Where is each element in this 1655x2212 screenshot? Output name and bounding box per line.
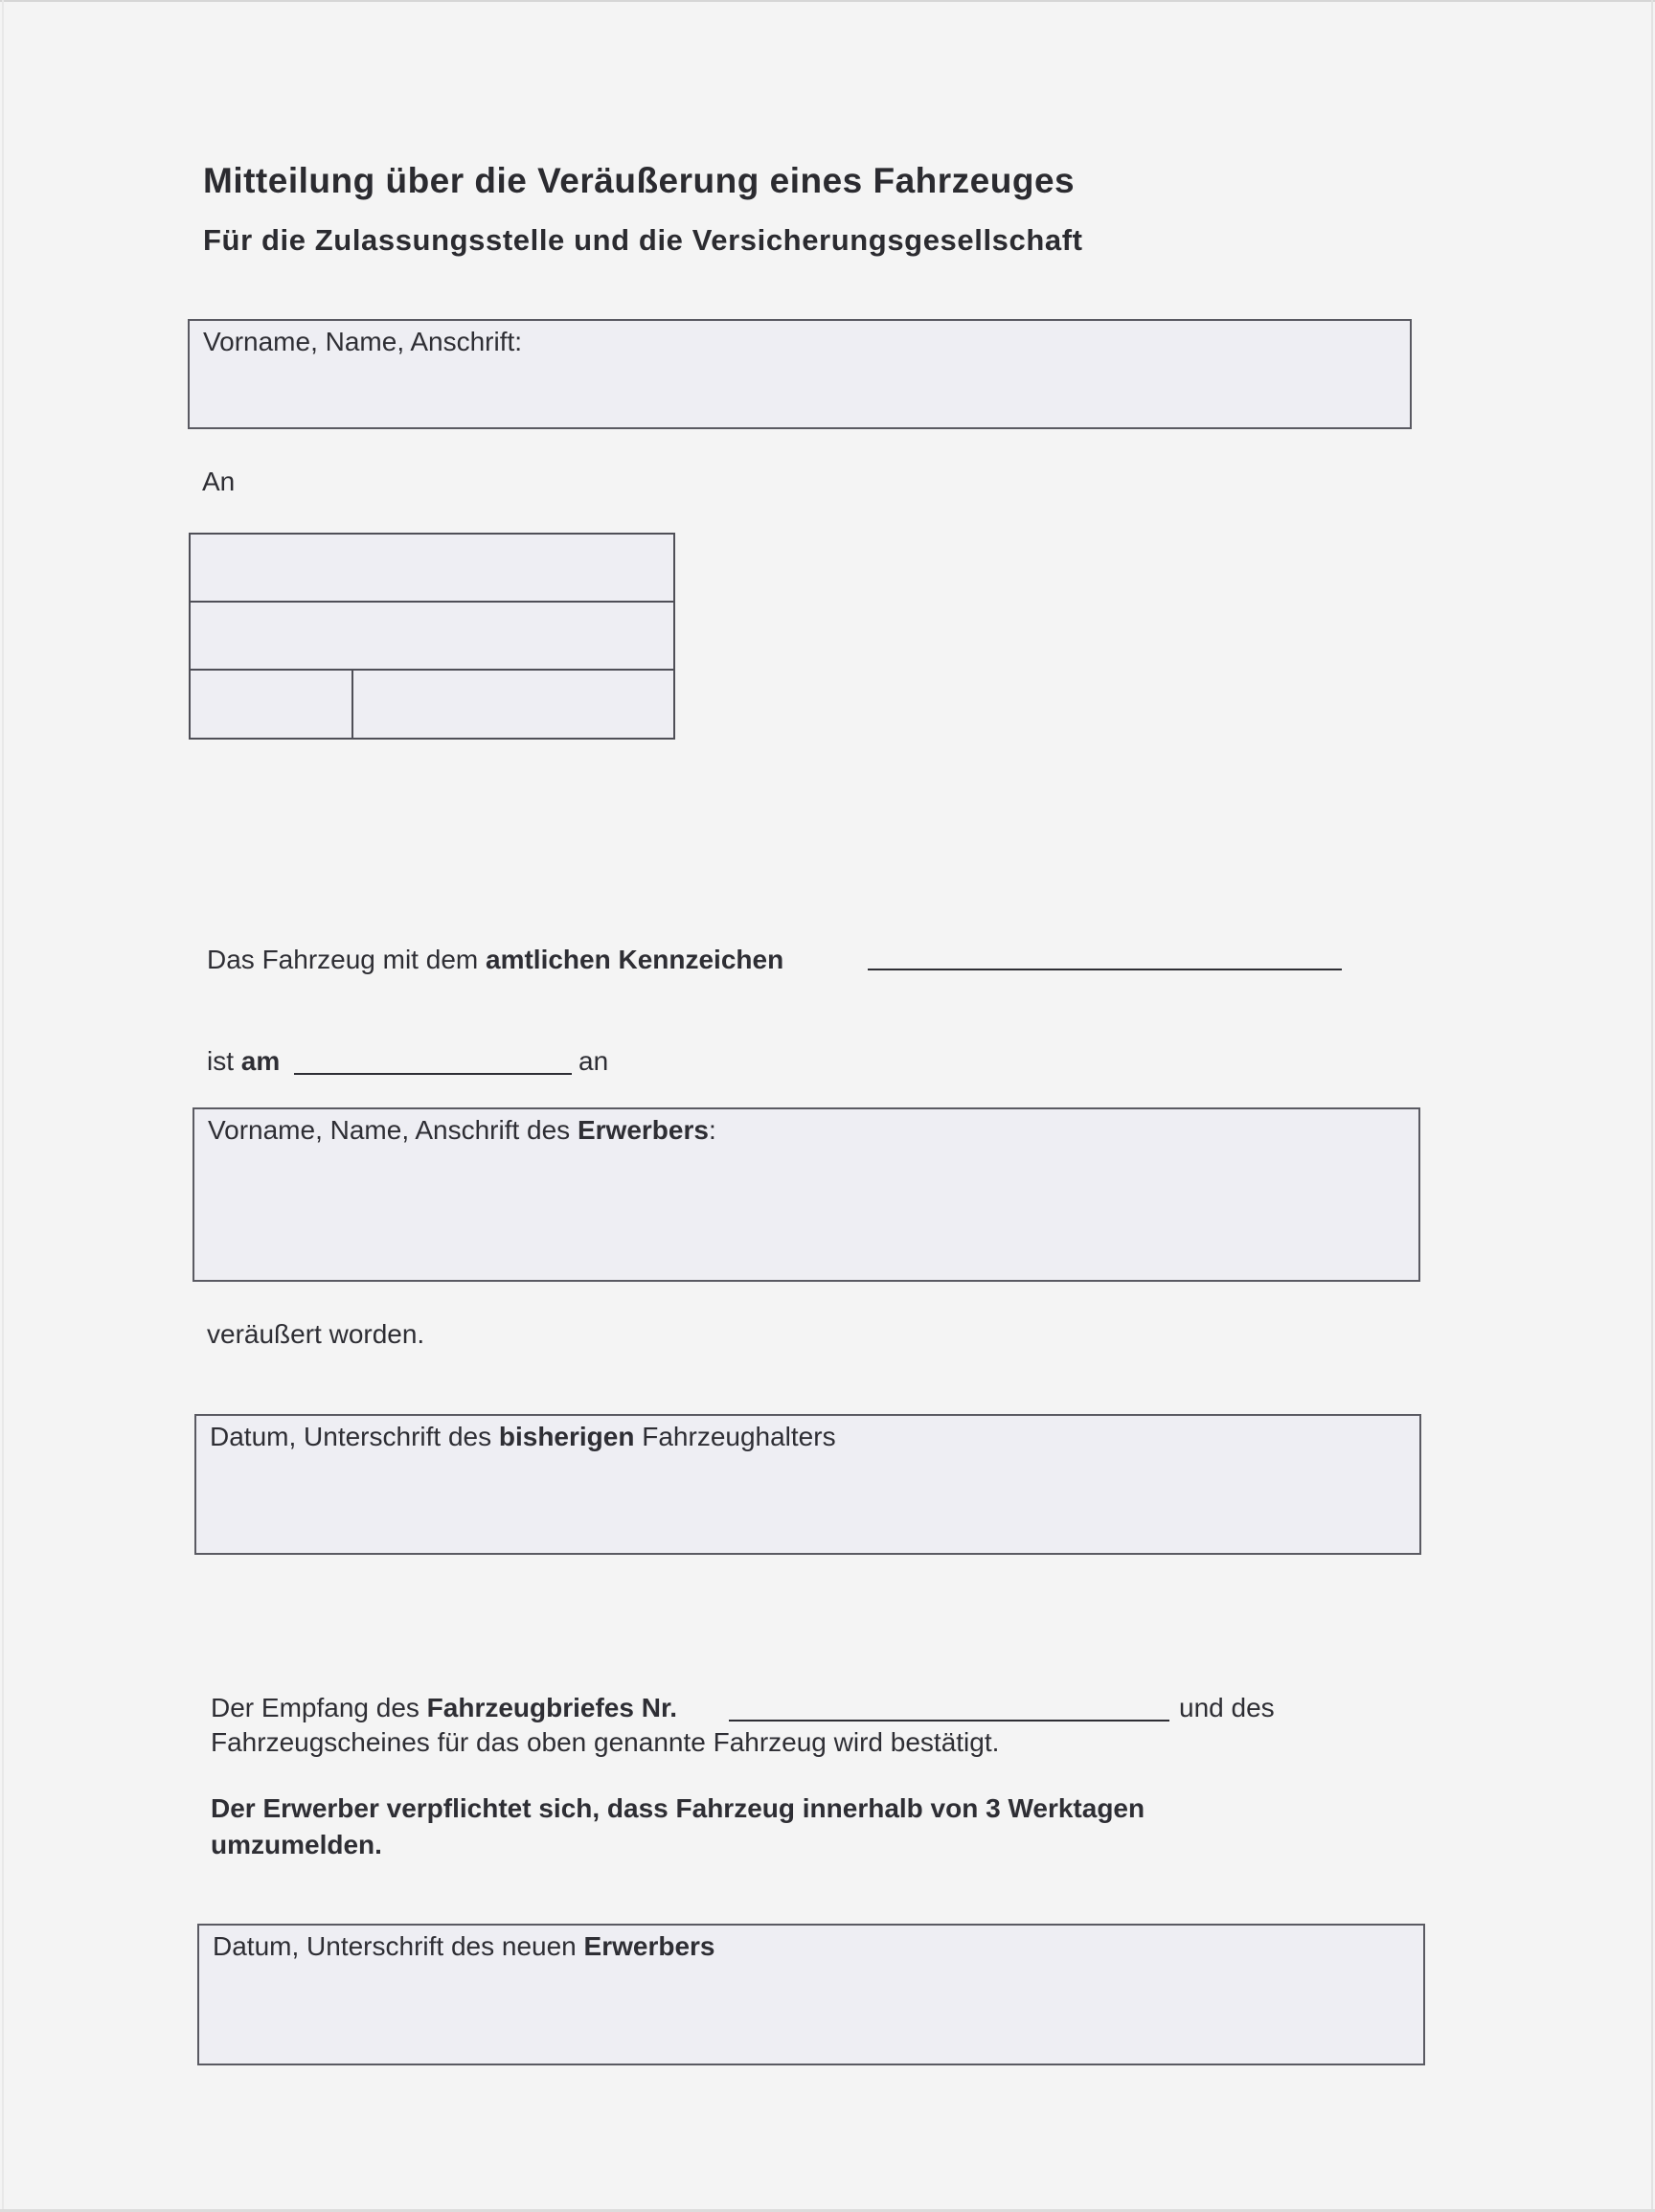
previous-holder-signature-field[interactable]: [194, 1414, 1421, 1555]
receipt-suffix: und des: [1179, 1693, 1275, 1722]
sale-date-bold-label: am: [240, 1046, 281, 1076]
license-plate-prefix: Das Fahrzeug mit dem: [207, 945, 486, 974]
buyer-label-suffix: :: [708, 1115, 716, 1145]
new-buyer-signature-label: [213, 1931, 714, 1962]
page-edge-top: [0, 0, 1655, 2]
document-subtitle: Für die Zulassungsstelle und die Versicherungsgesellschaft: [203, 223, 1083, 257]
license-plate-bold-label: amtlichen Kennzeichen: [486, 945, 784, 974]
buyer-label-bold: Erwerbers: [577, 1115, 709, 1145]
recipient-location-row: [191, 671, 673, 738]
sale-date-suffix: an: [578, 1046, 609, 1076]
recipient-address-grid: [189, 533, 675, 740]
buyer-address-field[interactable]: [193, 1107, 1420, 1282]
seller-address-field[interactable]: [188, 319, 1412, 429]
seller-address-label: Vorname, Name, Anschrift:: [203, 327, 523, 356]
document-title: Mitteilung über die Veräußerung eines Fahrzeuges: [203, 161, 1076, 200]
recipient-label: An: [202, 467, 236, 496]
page-edge-right: [1651, 0, 1653, 2212]
obligation-line2: umzumelden.: [211, 1830, 382, 1859]
previous-holder-label-bold: bisherigen: [498, 1422, 635, 1451]
license-plate-sentence: [207, 945, 783, 975]
sale-date-input-line[interactable]: [294, 1073, 572, 1075]
recipient-city-field[interactable]: [353, 671, 673, 738]
receipt-line2: Fahrzeugscheines für das oben genannte Fahrzeug wird bestätigt.: [211, 1727, 1000, 1757]
sale-date-prefix: ist: [207, 1046, 241, 1076]
new-buyer-signature-field[interactable]: [197, 1924, 1425, 2065]
receipt-prefix: Der Empfang des: [211, 1693, 427, 1722]
previous-holder-label-prefix: Datum, Unterschrift des: [210, 1422, 499, 1451]
receipt-bold-label: Fahrzeugbriefes Nr.: [426, 1693, 678, 1722]
obligation-line1: Der Erwerber verpflichtet sich, dass Fahrzeug innerhalb von 3 Werktagen: [211, 1793, 1145, 1823]
sold-statement: veräußert worden.: [207, 1319, 425, 1349]
buyer-label-prefix: Vorname, Name, Anschrift des: [208, 1115, 578, 1145]
recipient-postal-code-field[interactable]: [191, 671, 353, 738]
new-buyer-label-prefix: Datum, Unterschrift des neuen: [213, 1931, 584, 1961]
page-edge-left: [2, 0, 4, 2212]
receipt-sentence: [211, 1693, 677, 1723]
recipient-line1-field[interactable]: [191, 535, 673, 603]
license-plate-input-line[interactable]: [868, 969, 1342, 970]
new-buyer-label-bold: Erwerbers: [583, 1931, 715, 1961]
previous-holder-label-suffix: Fahrzeughalters: [634, 1422, 836, 1451]
registration-number-input-line[interactable]: [729, 1720, 1169, 1722]
sale-date-sentence: [207, 1046, 280, 1077]
previous-holder-signature-label: [210, 1422, 836, 1452]
recipient-line2-field[interactable]: [191, 603, 673, 671]
buyer-address-label: [208, 1115, 716, 1146]
